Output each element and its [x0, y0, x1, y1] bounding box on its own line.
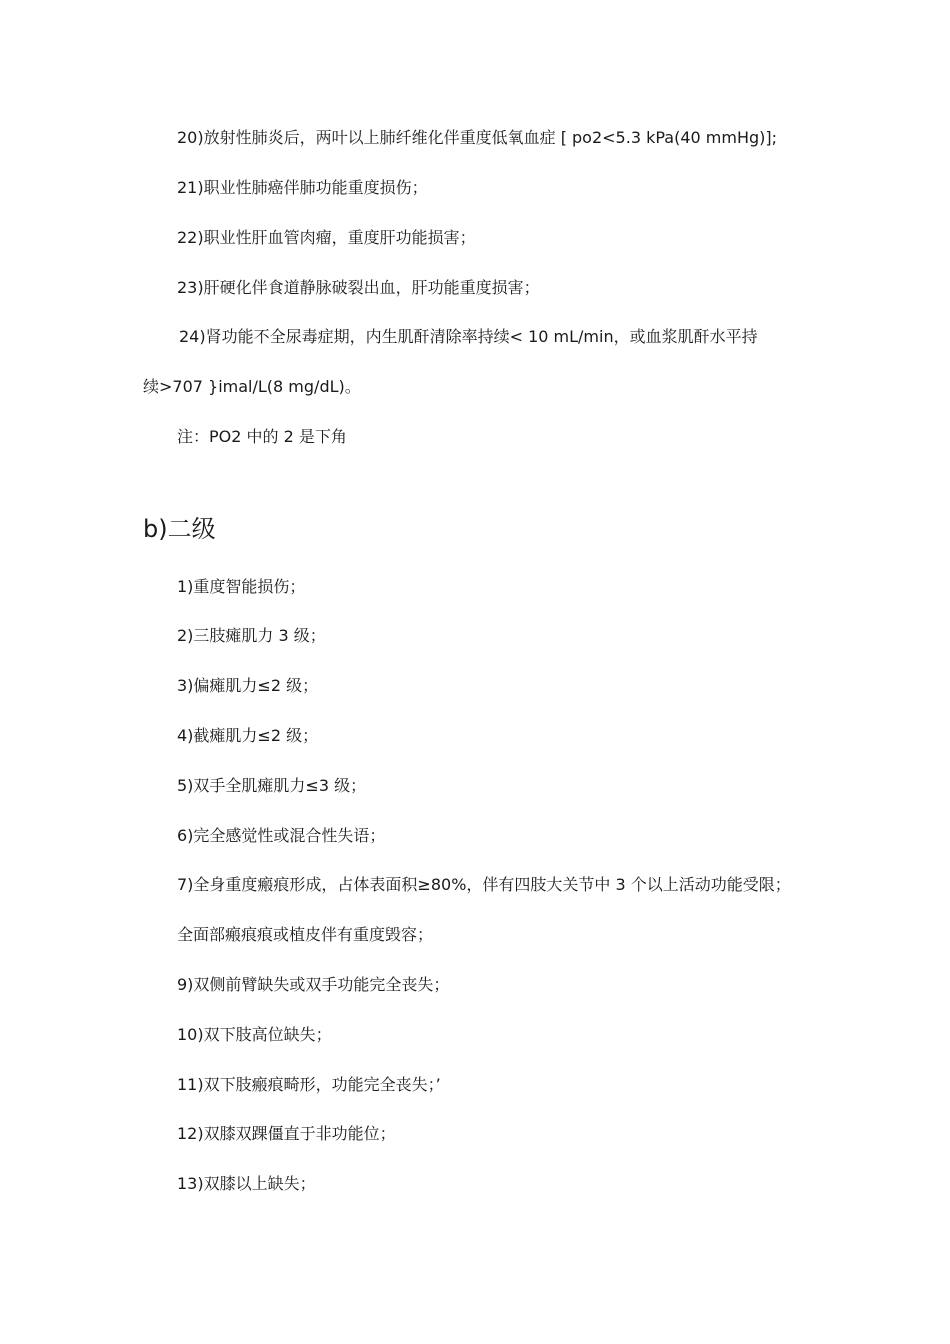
section-heading: b)二级 — [143, 515, 216, 543]
item-b-5: 5)双手全肌瘫肌力≤3 级； — [177, 776, 367, 795]
item-a-24: 24)肾功能不全尿毒症期，内生肌酐清除率持续< 10 mL/min，或血浆肌酐水平持 — [179, 327, 758, 346]
item-b-9: 9)双侧前臂缺失或双手功能完全丧失； — [177, 975, 450, 994]
item-a-20: 20)放射性肺炎后，两叶以上肺纤维化伴重度低氧血症 [ po2<5.3 kPa(40 mmHg)]; — [177, 128, 778, 147]
item-a-23: 23)肝硬化伴食道静脉破裂出血，肝功能重度损害； — [177, 278, 540, 297]
item-b-6: 6)完全感觉性或混合性失语； — [177, 826, 386, 845]
item-b-10: 10)双下肢高位缺失； — [177, 1025, 332, 1044]
item-b-11: 11)双下肢瘢痕畸形，功能完全丧失；’ — [177, 1075, 441, 1094]
item-a-22: 22)职业性肝血管肉瘤，重度肝功能损害； — [177, 228, 476, 247]
note-text: 注：PO2 中的 2 是下角 — [177, 427, 347, 446]
item-b-7: 7)全身重度瘢痕形成，占体表面积≥80%，伴有四肢大关节中 3 个以上活动功能受限； — [177, 875, 791, 894]
item-b-3: 3)偏瘫肌力≤2 级； — [177, 676, 319, 695]
item-b-8: 全面部瘢痕痕或植皮伴有重度毁容； — [177, 925, 434, 944]
item-b-12: 12)双膝双踝僵直于非功能位； — [177, 1124, 396, 1143]
item-b-1: 1)重度智能损伤； — [177, 577, 306, 596]
item-a-24-continued: 续>707 }imal/L(8 mg/dL)。 — [143, 377, 361, 396]
item-b-13: 13)双膝以上缺失； — [177, 1174, 316, 1193]
item-b-4: 4)截瘫肌力≤2 级； — [177, 726, 319, 745]
item-b-2: 2)三肢瘫肌力 3 级； — [177, 626, 326, 645]
item-a-21: 21)职业性肺癌伴肺功能重度损伤； — [177, 178, 428, 197]
